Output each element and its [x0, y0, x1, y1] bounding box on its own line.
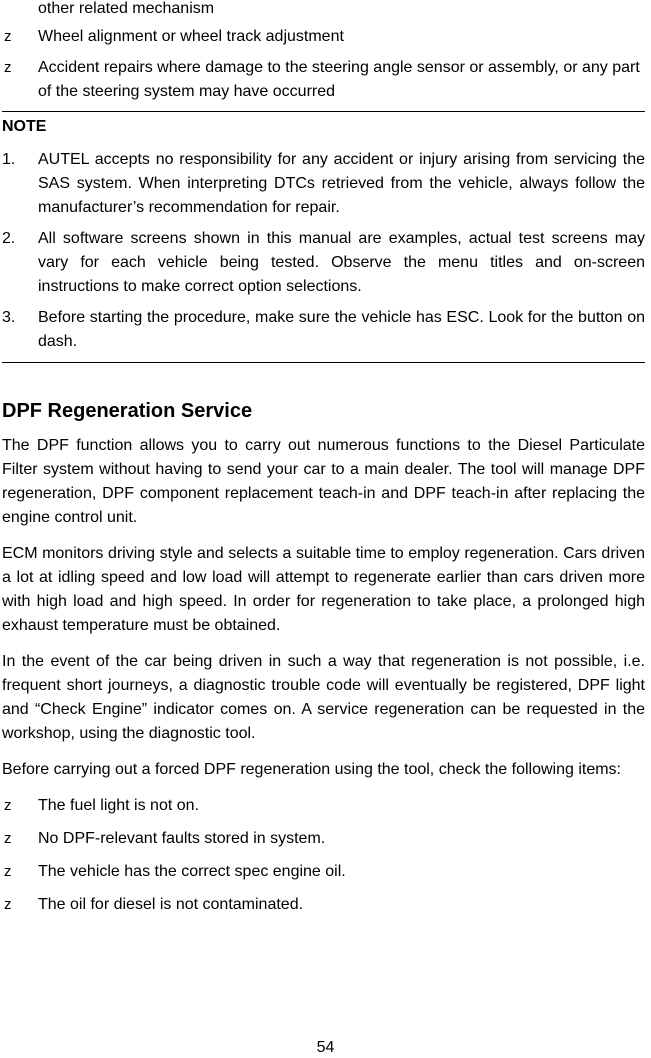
list-item	[2, 860, 645, 884]
note-number: 2.	[2, 230, 16, 247]
note-list	[2, 148, 645, 354]
continued-bullet-text: other related mechanism	[38, 0, 215, 17]
note-number: 1.	[2, 151, 16, 168]
bullet-icon: z	[4, 28, 12, 45]
list-item-text: The fuel light is not on.	[38, 797, 199, 814]
checklist	[2, 794, 645, 917]
list-item	[2, 56, 645, 104]
list-item	[2, 893, 645, 917]
bullet-icon: z	[4, 797, 12, 814]
paragraph: The DPF function allows you to carry out numerous functions to the Diesel Particulate Filter system without having to send your car to a main dealer. The tool will manage DPF regeneration, DPF component replacement teach-in and DPF teach-in after replacing the engine control unit.	[2, 437, 645, 526]
bullet-icon: z	[4, 59, 12, 76]
note-text: Before starting the procedure, make sure the vehicle has ESC. Look for the button on dash.	[38, 309, 645, 350]
note-item	[2, 148, 645, 220]
note-title: NOTE	[2, 118, 47, 135]
note-item	[2, 227, 645, 299]
paragraph: ECM monitors driving style and selects a suitable time to employ regeneration. Cars driven a lot at idling speed and low load will attempt to regenerate earlier than cars driven more with high load and high speed. In order for regeneration to take place, a prolonged high exhaust temperature must be obtained.	[2, 545, 645, 634]
note-text: AUTEL accepts no responsibility for any accident or injury arising from servicing the SAS system. When interpreting DTCs retrieved from the vehicle, always follow the manufacturer’s recommendation for repair.	[38, 151, 645, 216]
list-item-text: The oil for diesel is not contaminated.	[38, 896, 304, 913]
note-text: All software screens shown in this manual are examples, actual test screens may vary for each vehicle being tested. Observe the menu titles and on-screen instructions to make correct option selections.	[38, 230, 645, 295]
page-content	[2, 0, 645, 926]
note-top-divider	[2, 111, 645, 112]
note-item	[2, 306, 645, 354]
bullet-icon: z	[4, 896, 12, 913]
paragraph: In the event of the car being driven in such a way that regeneration is not possible, i.e. frequent short journeys, a diagnostic trouble code will eventually be registered, DPF light and “Check Engine” indicator comes on. A service regeneration can be requested in the workshop, using the diagnostic tool.	[2, 653, 645, 742]
list-item-text: The vehicle has the correct spec engine oil.	[38, 863, 346, 880]
note-bottom-divider	[2, 362, 645, 363]
list-item	[2, 25, 645, 49]
list-item-text: Accident repairs where damage to the steering angle sensor or assembly, or any part of the steering system may have occurred	[38, 59, 640, 100]
top-bullet-list	[2, 25, 645, 104]
bullet-icon: z	[4, 863, 12, 880]
list-item-text: No DPF-relevant faults stored in system.	[38, 830, 326, 847]
list-item	[2, 827, 645, 851]
bullet-icon: z	[4, 830, 12, 847]
list-item	[2, 794, 645, 818]
paragraph: Before carrying out a forced DPF regeneration using the tool, check the following items:	[2, 761, 621, 778]
section-heading: DPF Regeneration Service	[2, 400, 253, 422]
page-number: 54	[316, 1039, 335, 1056]
list-item-text: Wheel alignment or wheel track adjustment	[38, 28, 344, 45]
note-number: 3.	[2, 309, 16, 326]
